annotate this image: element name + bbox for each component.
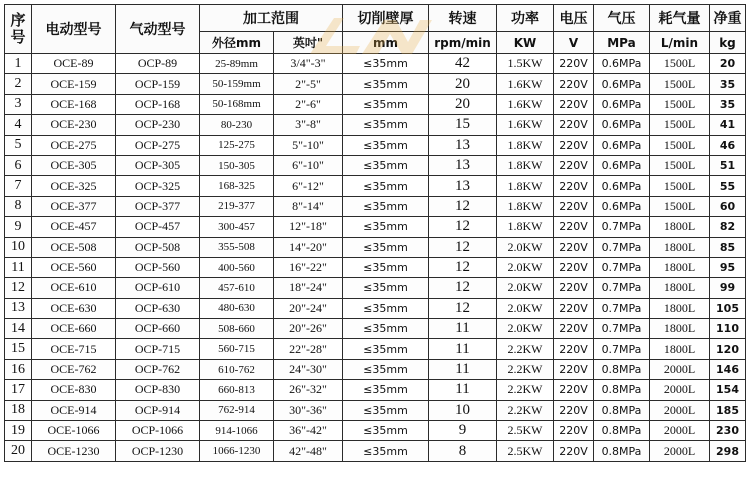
cell-electric-model: OCE-610 bbox=[32, 278, 116, 298]
cell-speed: 13 bbox=[429, 135, 497, 155]
cell-voltage: 220V bbox=[554, 135, 594, 155]
cell-wall-thickness: ≤35mm bbox=[343, 176, 429, 196]
cell-air-consumption: 1800L bbox=[650, 257, 710, 277]
header-power: 功率 bbox=[497, 5, 554, 32]
cell-wall-thickness: ≤35mm bbox=[343, 54, 429, 74]
cell-pressure: 0.7MPa bbox=[594, 319, 650, 339]
cell-od-range: 50-168mm bbox=[200, 94, 274, 114]
cell-air-consumption: 1500L bbox=[650, 196, 710, 216]
cell-voltage: 220V bbox=[554, 54, 594, 74]
cell-wall-thickness: ≤35mm bbox=[343, 441, 429, 461]
cell-speed: 20 bbox=[429, 74, 497, 94]
header-wall-unit: mm bbox=[343, 32, 429, 54]
header-speed: 转速 bbox=[429, 5, 497, 32]
cell-inch-range: 42"-48" bbox=[274, 441, 343, 461]
cell-od-range: 125-275 bbox=[200, 135, 274, 155]
cell-pneumatic-model: OCP-914 bbox=[116, 400, 200, 420]
cell-air-consumption: 1800L bbox=[650, 339, 710, 359]
cell-wall-thickness: ≤35mm bbox=[343, 135, 429, 155]
cell-electric-model: OCE-275 bbox=[32, 135, 116, 155]
cell-inch-range: 30"-36" bbox=[274, 400, 343, 420]
cell-air-consumption: 2000L bbox=[650, 441, 710, 461]
cell-pneumatic-model: OCP-168 bbox=[116, 94, 200, 114]
cell-pressure: 0.6MPa bbox=[594, 135, 650, 155]
cell-wall-thickness: ≤35mm bbox=[343, 74, 429, 94]
cell-weight: 51 bbox=[710, 155, 746, 175]
cell-wall-thickness: ≤35mm bbox=[343, 196, 429, 216]
cell-speed: 12 bbox=[429, 257, 497, 277]
cell-speed: 9 bbox=[429, 421, 497, 441]
header-weight-unit: kg bbox=[710, 32, 746, 54]
table-row bbox=[5, 257, 746, 277]
cell-pressure: 0.6MPa bbox=[594, 155, 650, 175]
cell-electric-model: OCE-1066 bbox=[32, 421, 116, 441]
cell-weight: 85 bbox=[710, 237, 746, 257]
cell-air-consumption: 1800L bbox=[650, 298, 710, 318]
cell-speed: 8 bbox=[429, 441, 497, 461]
cell-pneumatic-model: OCP-508 bbox=[116, 237, 200, 257]
cell-air-consumption: 1800L bbox=[650, 217, 710, 237]
cell-wall-thickness: ≤35mm bbox=[343, 278, 429, 298]
cell-row-idx: 17 bbox=[5, 380, 32, 400]
cell-inch-range: 8"-14" bbox=[274, 196, 343, 216]
cell-pneumatic-model: OCP-715 bbox=[116, 339, 200, 359]
table-row bbox=[5, 339, 746, 359]
cell-inch-range: 20"-24" bbox=[274, 298, 343, 318]
cell-power: 2.0KW bbox=[497, 319, 554, 339]
cell-voltage: 220V bbox=[554, 298, 594, 318]
cell-pneumatic-model: OCP-305 bbox=[116, 155, 200, 175]
cell-voltage: 220V bbox=[554, 115, 594, 135]
cell-pressure: 0.8MPa bbox=[594, 400, 650, 420]
cell-weight: 35 bbox=[710, 74, 746, 94]
cell-power: 1.6KW bbox=[497, 74, 554, 94]
cell-electric-model: OCE-508 bbox=[32, 237, 116, 257]
cell-od-range: 150-305 bbox=[200, 155, 274, 175]
cell-wall-thickness: ≤35mm bbox=[343, 421, 429, 441]
cell-speed: 12 bbox=[429, 237, 497, 257]
cell-air-consumption: 2000L bbox=[650, 359, 710, 379]
cell-electric-model: OCE-230 bbox=[32, 115, 116, 135]
cell-electric-model: OCE-377 bbox=[32, 196, 116, 216]
cell-air-consumption: 1500L bbox=[650, 176, 710, 196]
cell-power: 2.0KW bbox=[497, 257, 554, 277]
cell-weight: 95 bbox=[710, 257, 746, 277]
cell-row-idx: 1 bbox=[5, 54, 32, 74]
spec-table bbox=[4, 4, 746, 462]
header-air-unit: L/min bbox=[650, 32, 710, 54]
cell-row-idx: 12 bbox=[5, 278, 32, 298]
cell-speed: 12 bbox=[429, 196, 497, 216]
cell-od-range: 457-610 bbox=[200, 278, 274, 298]
cell-pressure: 0.8MPa bbox=[594, 380, 650, 400]
cell-row-idx: 9 bbox=[5, 217, 32, 237]
table-row bbox=[5, 380, 746, 400]
cell-row-idx: 16 bbox=[5, 359, 32, 379]
cell-air-consumption: 1800L bbox=[650, 319, 710, 339]
cell-weight: 99 bbox=[710, 278, 746, 298]
cell-row-idx: 13 bbox=[5, 298, 32, 318]
cell-voltage: 220V bbox=[554, 196, 594, 216]
cell-pneumatic-model: OCP-159 bbox=[116, 74, 200, 94]
cell-electric-model: OCE-1230 bbox=[32, 441, 116, 461]
cell-pressure: 0.7MPa bbox=[594, 298, 650, 318]
cell-wall-thickness: ≤35mm bbox=[343, 339, 429, 359]
cell-inch-range: 26"-32" bbox=[274, 380, 343, 400]
cell-inch-range: 6"-12" bbox=[274, 176, 343, 196]
cell-weight: 41 bbox=[710, 115, 746, 135]
cell-weight: 55 bbox=[710, 176, 746, 196]
cell-pneumatic-model: OCP-830 bbox=[116, 380, 200, 400]
cell-power: 2.5KW bbox=[497, 421, 554, 441]
table-row bbox=[5, 421, 746, 441]
table-row bbox=[5, 217, 746, 237]
cell-speed: 11 bbox=[429, 339, 497, 359]
cell-voltage: 220V bbox=[554, 400, 594, 420]
cell-row-idx: 10 bbox=[5, 237, 32, 257]
cell-pneumatic-model: OCP-610 bbox=[116, 278, 200, 298]
cell-od-range: 355-508 bbox=[200, 237, 274, 257]
cell-voltage: 220V bbox=[554, 359, 594, 379]
cell-voltage: 220V bbox=[554, 421, 594, 441]
cell-speed: 12 bbox=[429, 298, 497, 318]
cell-wall-thickness: ≤35mm bbox=[343, 217, 429, 237]
cell-air-consumption: 1500L bbox=[650, 115, 710, 135]
cell-inch-range: 3"-8" bbox=[274, 115, 343, 135]
cell-speed: 13 bbox=[429, 176, 497, 196]
cell-inch-range: 16"-22" bbox=[274, 257, 343, 277]
header-pneumatic-model: 气动型号 bbox=[116, 5, 200, 54]
cell-weight: 46 bbox=[710, 135, 746, 155]
cell-power: 2.0KW bbox=[497, 278, 554, 298]
cell-od-range: 508-660 bbox=[200, 319, 274, 339]
table-row bbox=[5, 54, 746, 74]
header-wall: 切削壁厚 bbox=[343, 5, 429, 32]
cell-air-consumption: 2000L bbox=[650, 421, 710, 441]
cell-air-consumption: 1800L bbox=[650, 278, 710, 298]
cell-power: 2.0KW bbox=[497, 298, 554, 318]
cell-power: 2.0KW bbox=[497, 237, 554, 257]
cell-electric-model: OCE-715 bbox=[32, 339, 116, 359]
cell-pressure: 0.6MPa bbox=[594, 196, 650, 216]
cell-wall-thickness: ≤35mm bbox=[343, 400, 429, 420]
cell-od-range: 25-89mm bbox=[200, 54, 274, 74]
cell-electric-model: OCE-89 bbox=[32, 54, 116, 74]
cell-electric-model: OCE-457 bbox=[32, 217, 116, 237]
cell-electric-model: OCE-168 bbox=[32, 94, 116, 114]
header-idx bbox=[5, 5, 32, 54]
cell-pressure: 0.8MPa bbox=[594, 441, 650, 461]
cell-row-idx: 3 bbox=[5, 94, 32, 114]
cell-row-idx: 15 bbox=[5, 339, 32, 359]
table-row bbox=[5, 359, 746, 379]
cell-pneumatic-model: OCP-275 bbox=[116, 135, 200, 155]
cell-voltage: 220V bbox=[554, 441, 594, 461]
cell-od-range: 1066-1230 bbox=[200, 441, 274, 461]
cell-od-range: 50-159mm bbox=[200, 74, 274, 94]
cell-od-range: 660-813 bbox=[200, 380, 274, 400]
cell-electric-model: OCE-325 bbox=[32, 176, 116, 196]
cell-speed: 15 bbox=[429, 115, 497, 135]
table-row bbox=[5, 400, 746, 420]
cell-weight: 20 bbox=[710, 54, 746, 74]
table-row bbox=[5, 196, 746, 216]
cell-electric-model: OCE-762 bbox=[32, 359, 116, 379]
table-row bbox=[5, 115, 746, 135]
cell-inch-range: 14"-20" bbox=[274, 237, 343, 257]
cell-weight: 82 bbox=[710, 217, 746, 237]
cell-speed: 11 bbox=[429, 380, 497, 400]
cell-voltage: 220V bbox=[554, 155, 594, 175]
cell-row-idx: 11 bbox=[5, 257, 32, 277]
table-row bbox=[5, 319, 746, 339]
table-row bbox=[5, 278, 746, 298]
cell-power: 2.5KW bbox=[497, 441, 554, 461]
cell-pneumatic-model: OCP-660 bbox=[116, 319, 200, 339]
cell-pressure: 0.7MPa bbox=[594, 217, 650, 237]
cell-inch-range: 6"-10" bbox=[274, 155, 343, 175]
cell-od-range: 762-914 bbox=[200, 400, 274, 420]
cell-weight: 154 bbox=[710, 380, 746, 400]
table-row bbox=[5, 441, 746, 461]
cell-speed: 42 bbox=[429, 54, 497, 74]
cell-wall-thickness: ≤35mm bbox=[343, 257, 429, 277]
cell-weight: 60 bbox=[710, 196, 746, 216]
cell-od-range: 914-1066 bbox=[200, 421, 274, 441]
table-row bbox=[5, 176, 746, 196]
header-voltage-unit: V bbox=[554, 32, 594, 54]
cell-weight: 230 bbox=[710, 421, 746, 441]
cell-power: 1.6KW bbox=[497, 115, 554, 135]
cell-power: 2.2KW bbox=[497, 359, 554, 379]
cell-wall-thickness: ≤35mm bbox=[343, 115, 429, 135]
table-body bbox=[5, 54, 746, 462]
cell-pressure: 0.7MPa bbox=[594, 278, 650, 298]
cell-air-consumption: 1800L bbox=[650, 237, 710, 257]
header-idx-label: 序号 bbox=[10, 11, 26, 46]
cell-voltage: 220V bbox=[554, 94, 594, 114]
cell-voltage: 220V bbox=[554, 237, 594, 257]
cell-speed: 10 bbox=[429, 400, 497, 420]
cell-air-consumption: 1500L bbox=[650, 155, 710, 175]
cell-speed: 20 bbox=[429, 94, 497, 114]
cell-voltage: 220V bbox=[554, 257, 594, 277]
cell-pressure: 0.6MPa bbox=[594, 115, 650, 135]
cell-inch-range: 18"-24" bbox=[274, 278, 343, 298]
cell-od-range: 560-715 bbox=[200, 339, 274, 359]
cell-wall-thickness: ≤35mm bbox=[343, 380, 429, 400]
cell-power: 2.2KW bbox=[497, 380, 554, 400]
cell-row-idx: 6 bbox=[5, 155, 32, 175]
cell-pressure: 0.8MPa bbox=[594, 359, 650, 379]
cell-electric-model: OCE-159 bbox=[32, 74, 116, 94]
cell-power: 2.2KW bbox=[497, 339, 554, 359]
cell-pressure: 0.7MPa bbox=[594, 339, 650, 359]
table-header bbox=[5, 5, 746, 54]
cell-pressure: 0.7MPa bbox=[594, 257, 650, 277]
cell-electric-model: OCE-630 bbox=[32, 298, 116, 318]
cell-inch-range: 5"-10" bbox=[274, 135, 343, 155]
cell-power: 2.2KW bbox=[497, 400, 554, 420]
cell-power: 1.8KW bbox=[497, 196, 554, 216]
cell-pressure: 0.6MPa bbox=[594, 94, 650, 114]
cell-pneumatic-model: OCP-630 bbox=[116, 298, 200, 318]
cell-inch-range: 3/4"-3" bbox=[274, 54, 343, 74]
header-power-unit: KW bbox=[497, 32, 554, 54]
cell-weight: 110 bbox=[710, 319, 746, 339]
cell-inch-range: 22"-28" bbox=[274, 339, 343, 359]
cell-pressure: 0.6MPa bbox=[594, 54, 650, 74]
cell-wall-thickness: ≤35mm bbox=[343, 237, 429, 257]
cell-row-idx: 7 bbox=[5, 176, 32, 196]
header-range-od: 外径mm bbox=[200, 32, 274, 54]
header-speed-unit: rpm/min bbox=[429, 32, 497, 54]
cell-pressure: 0.6MPa bbox=[594, 74, 650, 94]
cell-row-idx: 14 bbox=[5, 319, 32, 339]
cell-weight: 105 bbox=[710, 298, 746, 318]
cell-electric-model: OCE-660 bbox=[32, 319, 116, 339]
cell-inch-range: 12"-18" bbox=[274, 217, 343, 237]
cell-electric-model: OCE-560 bbox=[32, 257, 116, 277]
cell-power: 1.8KW bbox=[497, 155, 554, 175]
table-row bbox=[5, 74, 746, 94]
cell-air-consumption: 1500L bbox=[650, 135, 710, 155]
table-row bbox=[5, 155, 746, 175]
cell-row-idx: 8 bbox=[5, 196, 32, 216]
header-weight: 净重 bbox=[710, 5, 746, 32]
cell-air-consumption: 1500L bbox=[650, 74, 710, 94]
table-row bbox=[5, 94, 746, 114]
table-row bbox=[5, 237, 746, 257]
table-row bbox=[5, 298, 746, 318]
cell-power: 1.6KW bbox=[497, 94, 554, 114]
cell-voltage: 220V bbox=[554, 278, 594, 298]
cell-pneumatic-model: OCP-560 bbox=[116, 257, 200, 277]
cell-wall-thickness: ≤35mm bbox=[343, 359, 429, 379]
cell-voltage: 220V bbox=[554, 74, 594, 94]
cell-speed: 12 bbox=[429, 217, 497, 237]
cell-power: 1.8KW bbox=[497, 176, 554, 196]
cell-pressure: 0.8MPa bbox=[594, 421, 650, 441]
cell-pneumatic-model: OCP-325 bbox=[116, 176, 200, 196]
cell-inch-range: 20"-26" bbox=[274, 319, 343, 339]
cell-voltage: 220V bbox=[554, 319, 594, 339]
cell-wall-thickness: ≤35mm bbox=[343, 319, 429, 339]
header-range: 加工范围 bbox=[200, 5, 343, 32]
cell-electric-model: OCE-914 bbox=[32, 400, 116, 420]
cell-wall-thickness: ≤35mm bbox=[343, 94, 429, 114]
table-row bbox=[5, 135, 746, 155]
cell-od-range: 219-377 bbox=[200, 196, 274, 216]
cell-air-consumption: 1500L bbox=[650, 94, 710, 114]
cell-row-idx: 18 bbox=[5, 400, 32, 420]
cell-inch-range: 2"-5" bbox=[274, 74, 343, 94]
cell-voltage: 220V bbox=[554, 217, 594, 237]
cell-row-idx: 5 bbox=[5, 135, 32, 155]
cell-air-consumption: 1500L bbox=[650, 54, 710, 74]
cell-pressure: 0.6MPa bbox=[594, 176, 650, 196]
cell-row-idx: 2 bbox=[5, 74, 32, 94]
cell-od-range: 610-762 bbox=[200, 359, 274, 379]
header-voltage: 电压 bbox=[554, 5, 594, 32]
cell-air-consumption: 2000L bbox=[650, 380, 710, 400]
cell-row-idx: 4 bbox=[5, 115, 32, 135]
cell-od-range: 400-560 bbox=[200, 257, 274, 277]
cell-speed: 11 bbox=[429, 319, 497, 339]
header-pressure: 气压 bbox=[594, 5, 650, 32]
cell-pneumatic-model: OCP-762 bbox=[116, 359, 200, 379]
cell-pneumatic-model: OCP-377 bbox=[116, 196, 200, 216]
cell-weight: 185 bbox=[710, 400, 746, 420]
cell-weight: 35 bbox=[710, 94, 746, 114]
cell-od-range: 480-630 bbox=[200, 298, 274, 318]
cell-row-idx: 20 bbox=[5, 441, 32, 461]
cell-row-idx: 19 bbox=[5, 421, 32, 441]
cell-electric-model: OCE-305 bbox=[32, 155, 116, 175]
cell-inch-range: 24"-30" bbox=[274, 359, 343, 379]
cell-pneumatic-model: OCP-1066 bbox=[116, 421, 200, 441]
cell-power: 1.8KW bbox=[497, 217, 554, 237]
header-electric-model: 电动型号 bbox=[32, 5, 116, 54]
cell-pneumatic-model: OCP-89 bbox=[116, 54, 200, 74]
cell-speed: 12 bbox=[429, 278, 497, 298]
cell-od-range: 80-230 bbox=[200, 115, 274, 135]
header-range-inch: 英吋" bbox=[274, 32, 343, 54]
header-pressure-unit: MPa bbox=[594, 32, 650, 54]
cell-weight: 120 bbox=[710, 339, 746, 359]
cell-inch-range: 2"-6" bbox=[274, 94, 343, 114]
cell-pneumatic-model: OCP-1230 bbox=[116, 441, 200, 461]
cell-pneumatic-model: OCP-457 bbox=[116, 217, 200, 237]
cell-pneumatic-model: OCP-230 bbox=[116, 115, 200, 135]
cell-wall-thickness: ≤35mm bbox=[343, 155, 429, 175]
cell-power: 1.5KW bbox=[497, 54, 554, 74]
cell-speed: 11 bbox=[429, 359, 497, 379]
cell-inch-range: 36"-42" bbox=[274, 421, 343, 441]
cell-electric-model: OCE-830 bbox=[32, 380, 116, 400]
cell-od-range: 168-325 bbox=[200, 176, 274, 196]
cell-pressure: 0.7MPa bbox=[594, 237, 650, 257]
cell-voltage: 220V bbox=[554, 176, 594, 196]
cell-power: 1.8KW bbox=[497, 135, 554, 155]
cell-wall-thickness: ≤35mm bbox=[343, 298, 429, 318]
cell-speed: 13 bbox=[429, 155, 497, 175]
cell-air-consumption: 2000L bbox=[650, 400, 710, 420]
cell-od-range: 300-457 bbox=[200, 217, 274, 237]
cell-weight: 298 bbox=[710, 441, 746, 461]
header-air: 耗气量 bbox=[650, 5, 710, 32]
cell-weight: 146 bbox=[710, 359, 746, 379]
cell-voltage: 220V bbox=[554, 380, 594, 400]
cell-voltage: 220V bbox=[554, 339, 594, 359]
